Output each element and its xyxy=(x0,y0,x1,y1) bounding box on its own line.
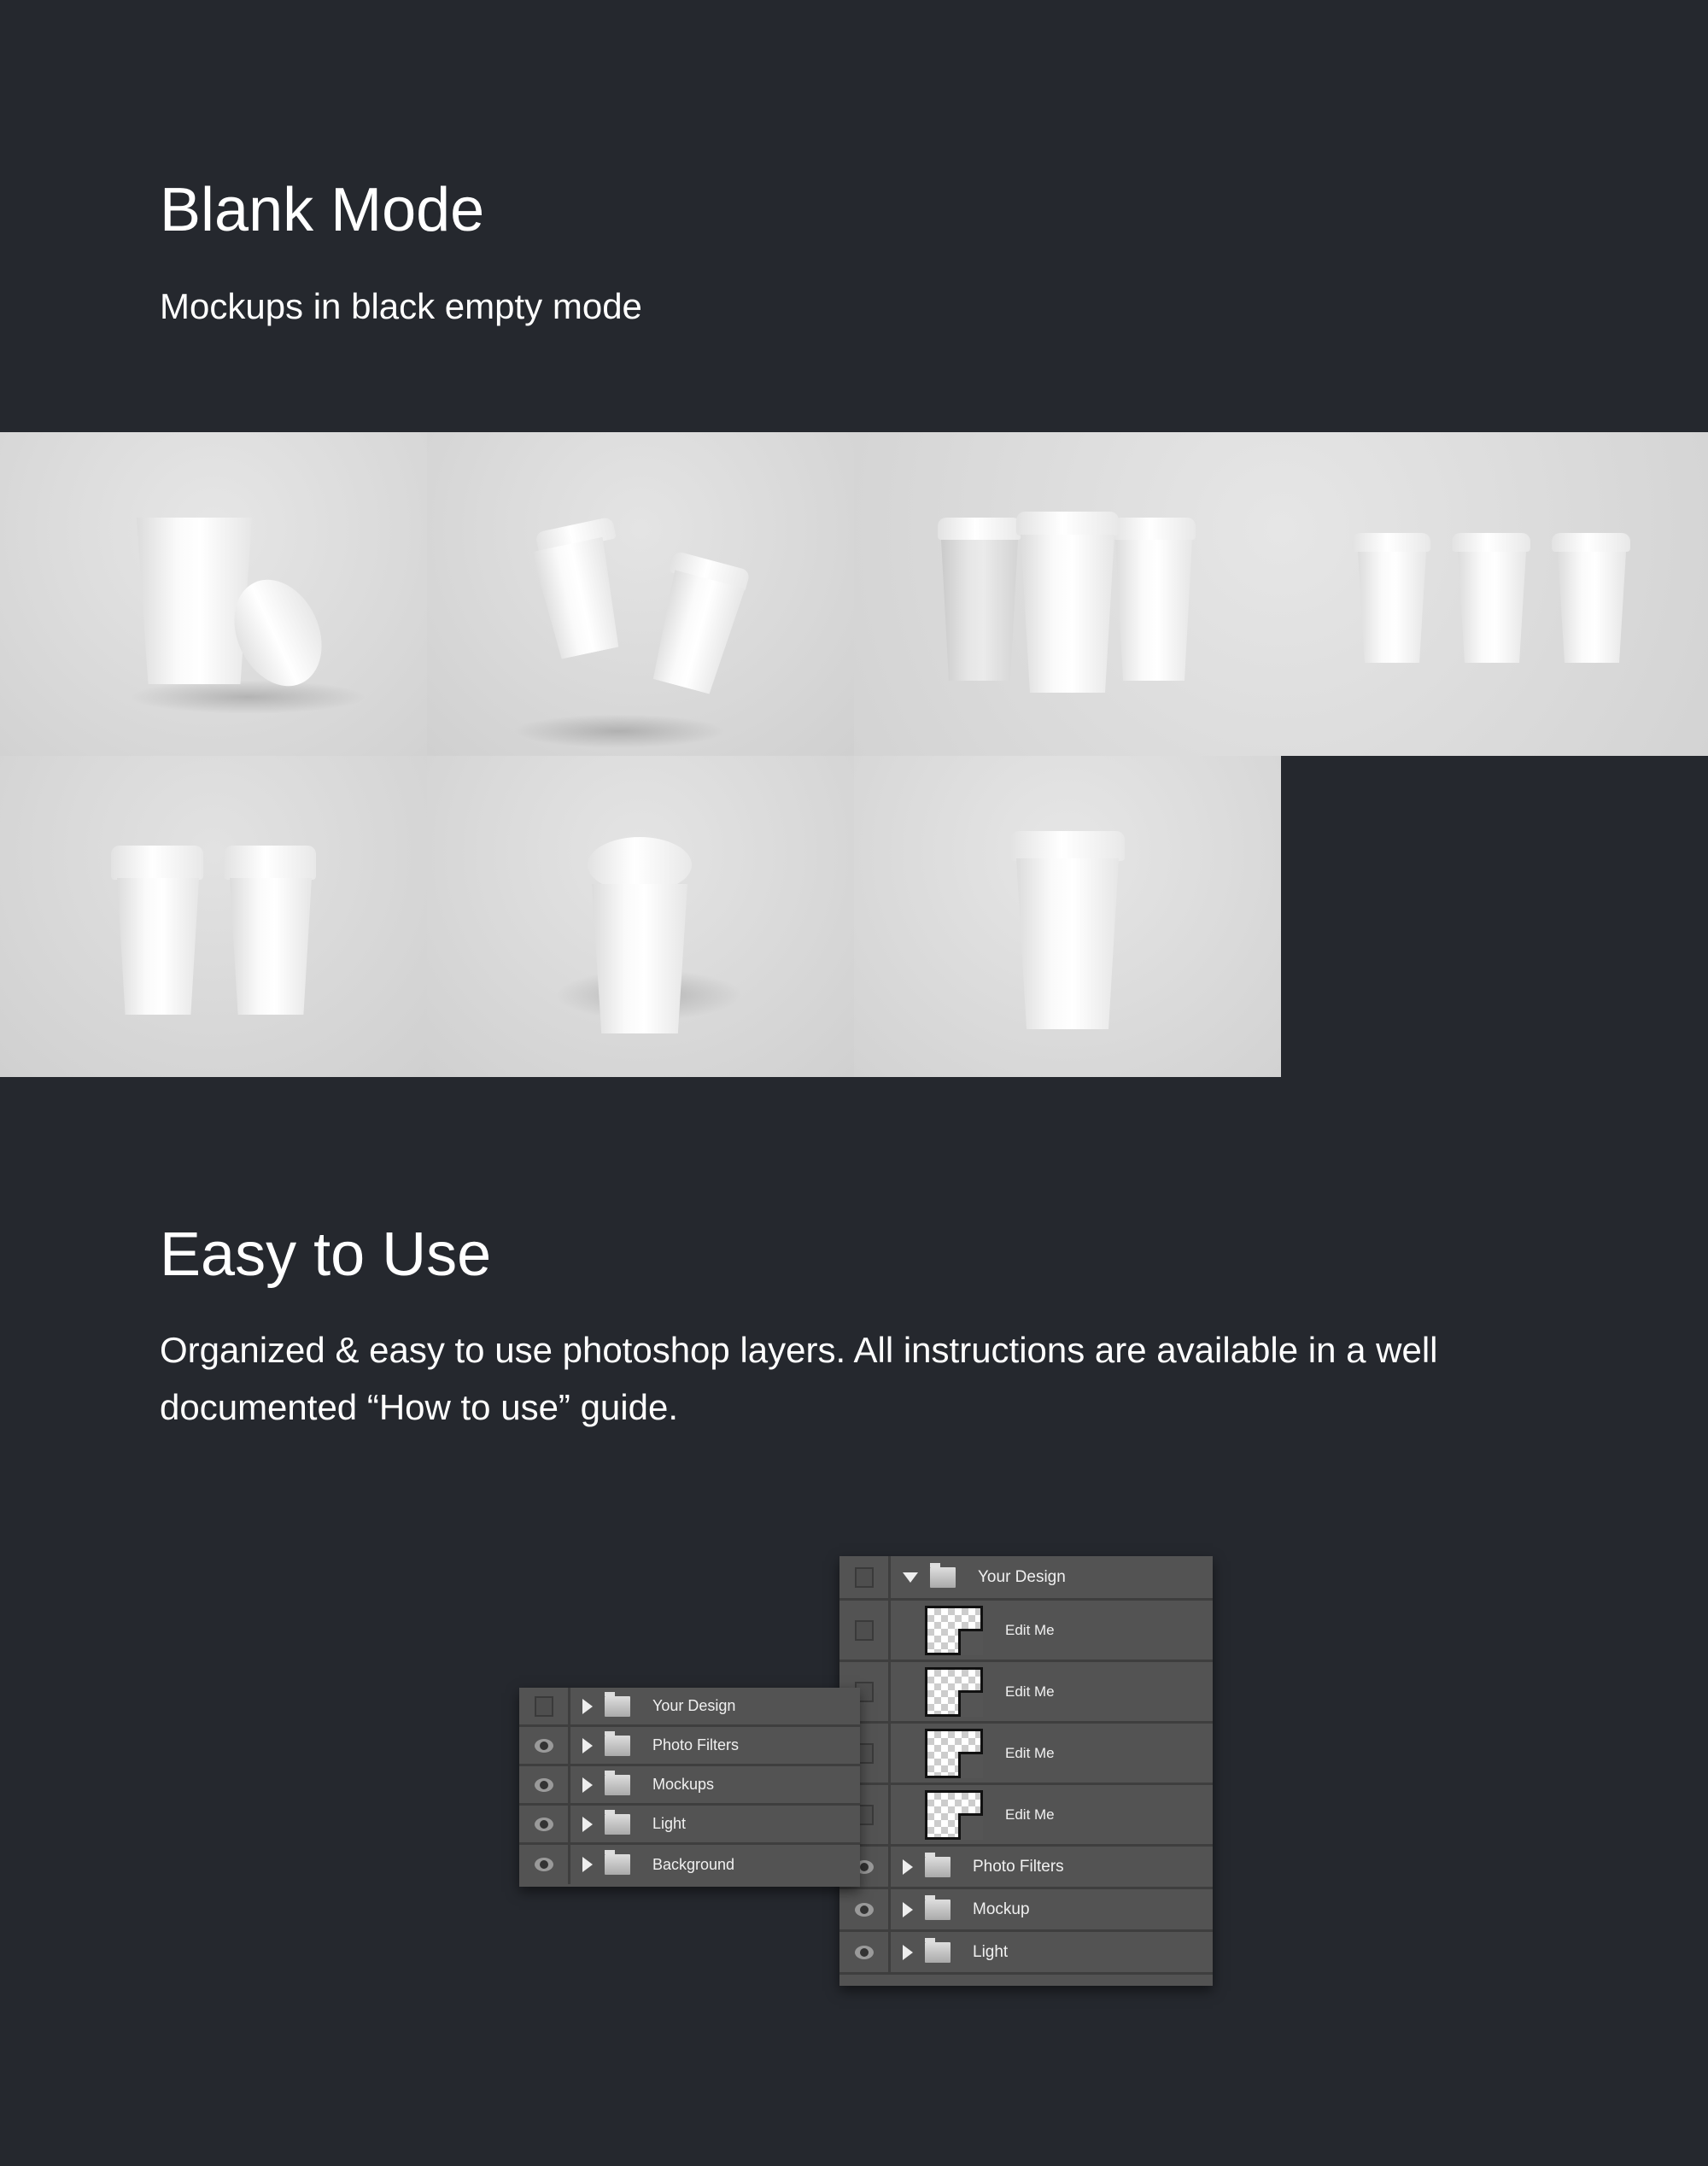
folder-icon xyxy=(605,1775,630,1795)
expand-arrow-icon[interactable] xyxy=(582,1738,593,1753)
mockup-cup-with-lid[interactable] xyxy=(0,432,427,756)
expand-arrow-icon[interactable] xyxy=(582,1857,593,1872)
mockup-single-cup[interactable] xyxy=(854,756,1281,1077)
layer-group-light[interactable] xyxy=(519,1806,860,1845)
folder-icon xyxy=(605,1696,630,1717)
folder-icon xyxy=(925,1857,951,1877)
expand-arrow-icon[interactable] xyxy=(582,1817,593,1832)
layer-label: Your Design xyxy=(978,1567,1066,1586)
folder-icon xyxy=(925,1900,951,1920)
smart-object-thumbnail-icon xyxy=(925,1667,983,1717)
layer-group-mockups[interactable] xyxy=(519,1766,860,1806)
layer-group-your-design[interactable] xyxy=(839,1556,1213,1601)
expand-arrow-icon[interactable] xyxy=(582,1699,593,1714)
layer-label: Edit Me xyxy=(1005,1683,1055,1700)
smart-object-thumbnail-icon xyxy=(925,1606,983,1655)
layer-group-your-design[interactable] xyxy=(519,1688,860,1727)
eye-icon[interactable] xyxy=(535,1818,553,1831)
layer-smart-object[interactable] xyxy=(839,1785,1213,1847)
section-description-easy-to-use: Organized & easy to use photoshop layers. All instructions are available in a well documented “How to use” guide. xyxy=(160,1330,1438,1427)
visibility-toggle[interactable] xyxy=(855,1567,874,1588)
section-title-easy-to-use: Easy to Use xyxy=(160,1221,492,1289)
layer-label: Edit Me xyxy=(1005,1744,1055,1761)
layer-group-photo-filters[interactable] xyxy=(519,1727,860,1766)
layer-group-photo-filters[interactable] xyxy=(839,1847,1213,1889)
layer-label: Edit Me xyxy=(1005,1806,1055,1823)
collapse-arrow-icon[interactable] xyxy=(903,1572,918,1583)
eye-icon[interactable] xyxy=(535,1739,553,1753)
layer-label: Your Design xyxy=(652,1697,736,1714)
section-subtitle-blank-mode: Mockups in black empty mode xyxy=(160,286,642,326)
layer-label: Edit Me xyxy=(1005,1621,1055,1638)
mockup-single-cup-tilted[interactable] xyxy=(427,756,854,1077)
expand-arrow-icon[interactable] xyxy=(903,1902,913,1917)
mockup-three-cups-wide[interactable] xyxy=(854,432,1708,756)
layer-label: Background xyxy=(652,1855,735,1873)
eye-icon[interactable] xyxy=(535,1778,553,1792)
visibility-toggle[interactable] xyxy=(535,1696,553,1717)
smart-object-thumbnail-icon xyxy=(925,1729,983,1778)
folder-icon xyxy=(605,1854,630,1875)
layer-label: Photo Filters xyxy=(652,1736,740,1753)
eye-icon[interactable] xyxy=(855,1903,874,1917)
layer-group-light[interactable] xyxy=(839,1932,1213,1975)
smart-object-thumbnail-icon xyxy=(925,1790,983,1840)
eye-icon[interactable] xyxy=(535,1858,553,1871)
layer-label: Mockups xyxy=(652,1776,715,1793)
layers-panel-expanded xyxy=(839,1556,1213,1986)
mockup-floating-cups[interactable] xyxy=(427,432,854,756)
eye-icon[interactable] xyxy=(855,1946,874,1959)
mockup-two-cups-top[interactable] xyxy=(0,756,427,1077)
expand-arrow-icon[interactable] xyxy=(903,1859,913,1875)
layer-group-mockup[interactable] xyxy=(839,1889,1213,1932)
layer-smart-object[interactable] xyxy=(839,1724,1213,1785)
layer-group-background[interactable] xyxy=(519,1845,860,1884)
folder-icon xyxy=(605,1736,630,1756)
folder-icon xyxy=(925,1942,951,1963)
layer-label: Light xyxy=(652,1815,687,1832)
folder-icon xyxy=(605,1814,630,1835)
layer-label: Mockup xyxy=(973,1900,1030,1918)
folder-open-icon xyxy=(930,1567,956,1588)
layer-label: Light xyxy=(973,1942,1009,1961)
layer-smart-object[interactable] xyxy=(839,1662,1213,1724)
layer-label: Photo Filters xyxy=(973,1857,1064,1876)
expand-arrow-icon[interactable] xyxy=(903,1945,913,1960)
layers-panel-collapsed xyxy=(519,1688,860,1887)
expand-arrow-icon[interactable] xyxy=(582,1777,593,1793)
visibility-toggle[interactable] xyxy=(855,1620,874,1641)
section-title-blank-mode: Blank Mode xyxy=(160,176,485,244)
layer-smart-object[interactable] xyxy=(839,1601,1213,1662)
